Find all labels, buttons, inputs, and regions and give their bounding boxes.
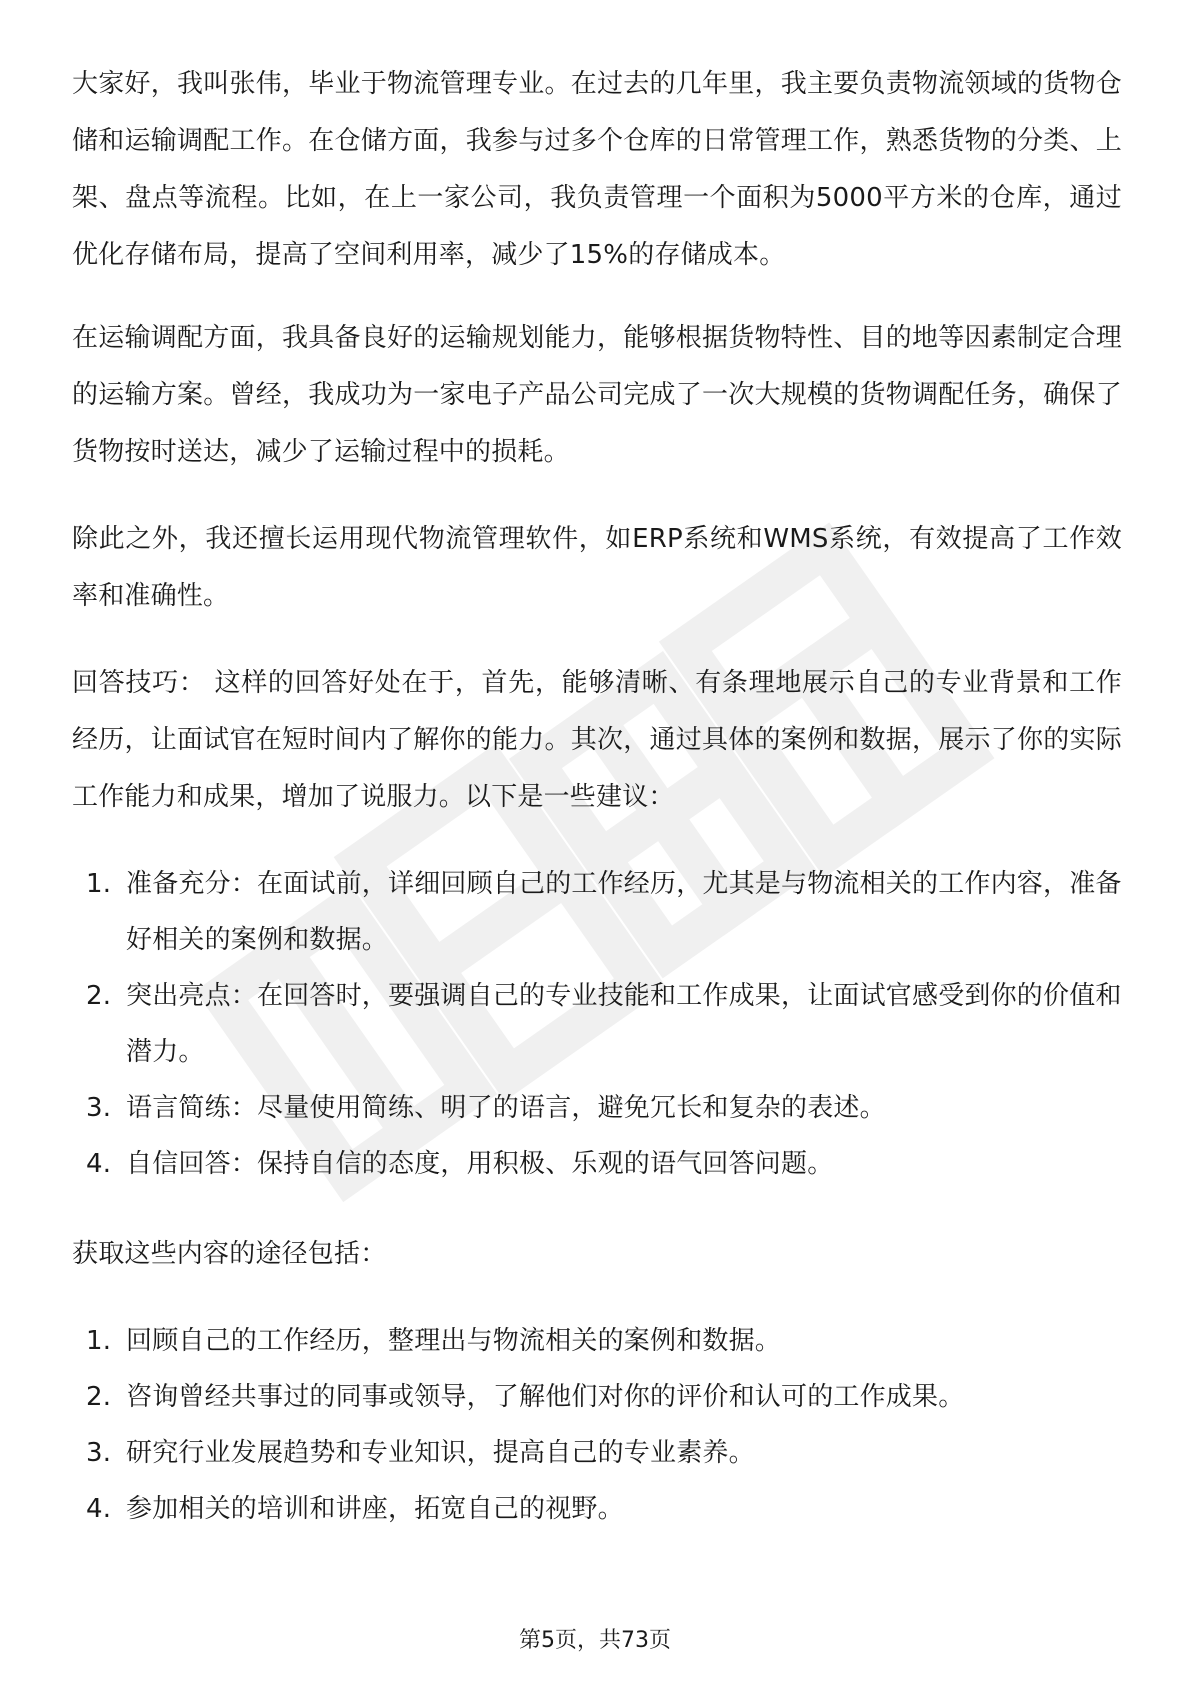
list-item bbox=[72, 1136, 1122, 1192]
sources-heading: 获取这些内容的途径包括： bbox=[72, 1239, 387, 1269]
list-item-text: 准备充分：在面试前，详细回顾自己的工作经历，尤其是与物流相关的工作内容，准备好相关的案例和数据。 bbox=[126, 869, 1122, 955]
intro-paragraph-1: 大家好，我叫张伟，毕业于物流管理专业。在过去的几年里，我主要负责物流领域的货物仓储和运输调配工作。在仓储方面，我参与过多个仓库的日常管理工作，熟悉货物的分类、上架、盘点等流程。比如，在上一家公司，我负责管理一个面积为5000平方米的仓库，通过优化存储布局，提高了空间利用率，减少了15%的存储成本。 bbox=[72, 69, 1122, 270]
list-item-number: 4. bbox=[86, 1494, 112, 1524]
list-item bbox=[72, 1425, 1122, 1481]
intro-paragraph-2: 在运输调配方面，我具备良好的运输规划能力，能够根据货物特性、目的地等因素制定合理的运输方案。曾经，我成功为一家电子产品公司完成了一次大规模的货物调配任务，确保了货物按时送达，减少了运输过程中的损耗。 bbox=[72, 323, 1122, 467]
sources-list bbox=[72, 1313, 1122, 1537]
list-item bbox=[72, 1080, 1122, 1136]
page-number-footer: 第5页，共73页 bbox=[519, 1628, 671, 1653]
list-item-number: 4. bbox=[86, 1149, 112, 1179]
list-item-text: 语言简练：尽量使用简练、明了的语言，避免冗长和复杂的表述。 bbox=[126, 1093, 886, 1123]
intro-paragraph-3: 除此之外，我还擅长运用现代物流管理软件，如ERP系统和WMS系统，有效提高了工作效率和准确性。 bbox=[72, 524, 1122, 611]
list-item bbox=[72, 1369, 1122, 1425]
list-item-text: 回顾自己的工作经历，整理出与物流相关的案例和数据。 bbox=[126, 1326, 782, 1356]
tips-intro-paragraph: 回答技巧： 这样的回答好处在于，首先，能够清晰、有条理地展示自己的专业背景和工作经历，让面试官在短时间内了解你的能力。其次，通过具体的案例和数据，展示了你的实际工作能力和成果，增加了说服力。以下是一些建议： bbox=[72, 668, 1123, 812]
list-item-text: 突出亮点：在回答时，要强调自己的专业技能和工作成果，让面试官感受到你的价值和潜力。 bbox=[126, 981, 1122, 1067]
list-item-text: 咨询曾经共事过的同事或领导，了解他们对你的评价和认可的工作成果。 bbox=[126, 1382, 965, 1412]
list-item-number: 1. bbox=[86, 869, 112, 899]
tips-list bbox=[72, 856, 1122, 1192]
list-item-number: 1. bbox=[86, 1326, 112, 1356]
list-item-number: 3. bbox=[86, 1438, 112, 1468]
list-item-number: 2. bbox=[86, 1382, 112, 1412]
list-item bbox=[72, 856, 1122, 968]
list-item-text: 参加相关的培训和讲座，拓宽自己的视野。 bbox=[126, 1494, 624, 1524]
list-item-number: 3. bbox=[86, 1093, 112, 1123]
list-item bbox=[72, 1313, 1122, 1369]
list-item-number: 2. bbox=[86, 981, 112, 1011]
list-item-text: 自信回答：保持自信的态度，用积极、乐观的语气回答问题。 bbox=[126, 1149, 834, 1179]
document-body bbox=[72, 56, 1122, 1571]
list-item-text: 研究行业发展趋势和专业知识，提高自己的专业素养。 bbox=[126, 1438, 755, 1468]
list-item bbox=[72, 1481, 1122, 1537]
list-item bbox=[72, 968, 1122, 1080]
